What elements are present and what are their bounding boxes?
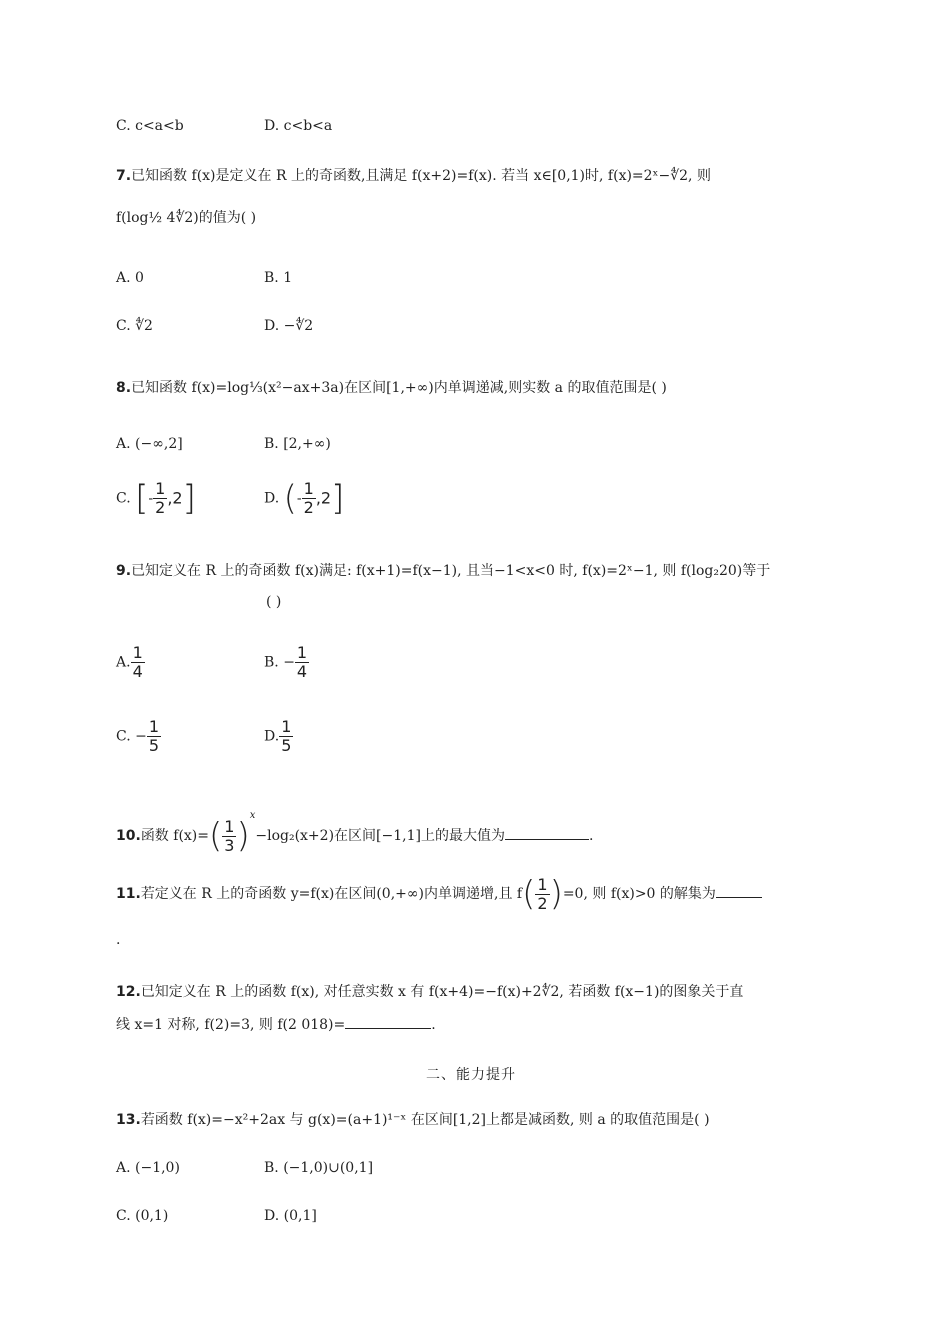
q9-a-fraction xyxy=(131,644,145,681)
q11-end: . xyxy=(116,932,121,948)
q9-c-prefix: C. − xyxy=(116,728,147,745)
q6-option-c: C. c<a<b xyxy=(116,118,184,134)
q8-c-denominator: 2 xyxy=(155,498,166,517)
q9-a-prefix: A. xyxy=(116,654,131,671)
q9-d-prefix: D. xyxy=(264,728,280,745)
q8-option-d xyxy=(264,480,344,517)
q11-fraction xyxy=(535,876,549,913)
q10-pre: 函数 f(x)= xyxy=(140,828,209,844)
q11-number: 11. xyxy=(116,886,141,902)
q7-option-d: D. −∜2 xyxy=(264,318,314,334)
q12-stem-line1 xyxy=(116,982,743,1002)
q10-exponent: x xyxy=(249,810,256,821)
q10-fraction xyxy=(222,818,236,855)
q8-c-prefix: C. xyxy=(116,490,131,507)
q9-b-prefix: B. − xyxy=(264,654,295,671)
q9-option-d xyxy=(264,718,293,755)
q12-text2: 线 x=1 对称, f(2)=3, 则 f(2 018)= xyxy=(116,1017,346,1033)
q12-answer-blank[interactable] xyxy=(345,1014,431,1029)
q8-option-b: B. [2,+∞) xyxy=(264,436,331,452)
q10-stem xyxy=(116,796,593,856)
q9-c-numerator: 1 xyxy=(148,717,160,736)
q11-numerator: 1 xyxy=(537,874,548,894)
q9-a-denominator: 4 xyxy=(132,662,143,681)
q11-answer-blank[interactable] xyxy=(716,883,762,898)
q11-denominator: 2 xyxy=(537,893,548,913)
q9-b-numerator: 1 xyxy=(296,643,308,662)
q7-option-c: C. ∜2 xyxy=(116,318,153,334)
q8-c-fraction xyxy=(153,480,167,517)
q8-d-paren-open: ( xyxy=(283,478,297,519)
q10-answer-blank[interactable] xyxy=(505,825,589,840)
q8-d-denominator: 2 xyxy=(303,498,314,517)
q13-stem xyxy=(116,1110,710,1130)
q8-option-c xyxy=(116,480,196,517)
q11-stem xyxy=(116,874,762,914)
q9-d-numerator: 1 xyxy=(281,717,292,736)
q8-c-bracket-close: ] xyxy=(182,478,196,519)
q7-number: 7. xyxy=(116,168,132,184)
q12-end: . xyxy=(431,1017,436,1033)
q11-paren-close: ) xyxy=(549,874,563,914)
q11-paren-open: ( xyxy=(522,874,536,914)
q13-option-a: A. (−1,0) xyxy=(116,1160,180,1176)
q9-stem-line2: ( ) xyxy=(266,594,282,610)
q9-d-denominator: 5 xyxy=(281,736,292,755)
q9-b-denominator: 4 xyxy=(296,662,308,681)
q8-d-tail: ,2 xyxy=(315,488,332,508)
q9-number: 9. xyxy=(116,563,132,579)
q12-text: 已知定义在 R 上的函数 f(x), 对任意实数 x 有 f(x+4)=−f(x)+2∜2, 若函数 f(x−1)的图象关于直 xyxy=(140,984,744,1000)
q8-c-numerator: 1 xyxy=(155,479,166,498)
q8-option-a: A. (−∞,2] xyxy=(116,436,183,452)
q10-paren-open: ( xyxy=(209,816,223,856)
q7-stem-line1 xyxy=(116,166,711,186)
q10-number: 10. xyxy=(116,828,141,844)
q9-option-a xyxy=(116,644,145,681)
q9-a-numerator: 1 xyxy=(132,643,143,662)
q13-option-d: D. (0,1] xyxy=(264,1208,317,1224)
q10-paren-close: ) xyxy=(236,816,250,856)
q8-d-bracket-close: ] xyxy=(331,478,345,519)
q9-d-fraction xyxy=(279,718,293,755)
q9-option-c xyxy=(116,718,161,755)
q9-c-denominator: 5 xyxy=(148,736,160,755)
q8-stem xyxy=(116,378,667,398)
q7-text: 已知函数 f(x)是定义在 R 上的奇函数,且满足 f(x+2)=f(x). 若当 x∈[0,1)时, f(x)=2ˣ−∜2, 则 xyxy=(131,168,711,184)
q10-numerator: 1 xyxy=(224,816,235,836)
q11-post: =0, 则 f(x)>0 的解集为 xyxy=(562,886,716,902)
q8-c-minus: - xyxy=(148,490,154,507)
q9-c-fraction xyxy=(147,718,161,755)
q8-d-minus: - xyxy=(296,490,302,507)
q12-number: 12. xyxy=(116,984,141,1000)
q8-text: 已知函数 f(x)=log⅓(x²−ax+3a)在区间[1,+∞)内单调递减,则实数 a 的取值范围是( ) xyxy=(131,380,667,396)
q7-option-b: B. 1 xyxy=(264,270,293,286)
q9-text: 已知定义在 R 上的奇函数 f(x)满足: f(x+1)=f(x−1), 且当−1<x<0 时, f(x)=2ˣ−1, 则 f(log₂20)等于 xyxy=(131,563,771,579)
q8-d-prefix: D. xyxy=(264,490,280,507)
q8-c-tail: ,2 xyxy=(167,488,183,508)
q11-pre: 若定义在 R 上的奇函数 y=f(x)在区间(0,+∞)内单调递增,且 f xyxy=(140,886,523,902)
q10-post: −log₂(x+2)在区间[−1,1]上的最大值为 xyxy=(255,828,505,844)
q13-option-b: B. (−1,0)∪(0,1] xyxy=(264,1160,374,1176)
q8-c-bracket-open: [ xyxy=(135,478,149,519)
q8-d-fraction xyxy=(302,480,316,517)
q6-option-d: D. c<b<a xyxy=(264,118,333,134)
q9-stem-line1 xyxy=(116,561,770,581)
q12-stem-line2 xyxy=(116,1014,436,1035)
q13-option-c: C. (0,1) xyxy=(116,1208,169,1224)
q10-end: . xyxy=(588,828,594,844)
section-title: 二、能力提升 xyxy=(426,1067,516,1083)
q13-text: 若函数 f(x)=−x²+2ax 与 g(x)=(a+1)¹⁻ˣ 在区间[1,2]上都是减函数, 则 a 的取值范围是( ) xyxy=(140,1112,710,1128)
q9-option-b xyxy=(264,644,309,681)
q8-number: 8. xyxy=(116,380,132,396)
q8-d-numerator: 1 xyxy=(303,479,314,498)
q13-number: 13. xyxy=(116,1112,141,1128)
q9-b-fraction xyxy=(295,644,309,681)
q7-option-a: A. 0 xyxy=(116,270,144,286)
q10-denominator: 3 xyxy=(224,835,235,855)
q7-stem-line2: f(log½ 4∜2)的值为( ) xyxy=(116,210,257,226)
